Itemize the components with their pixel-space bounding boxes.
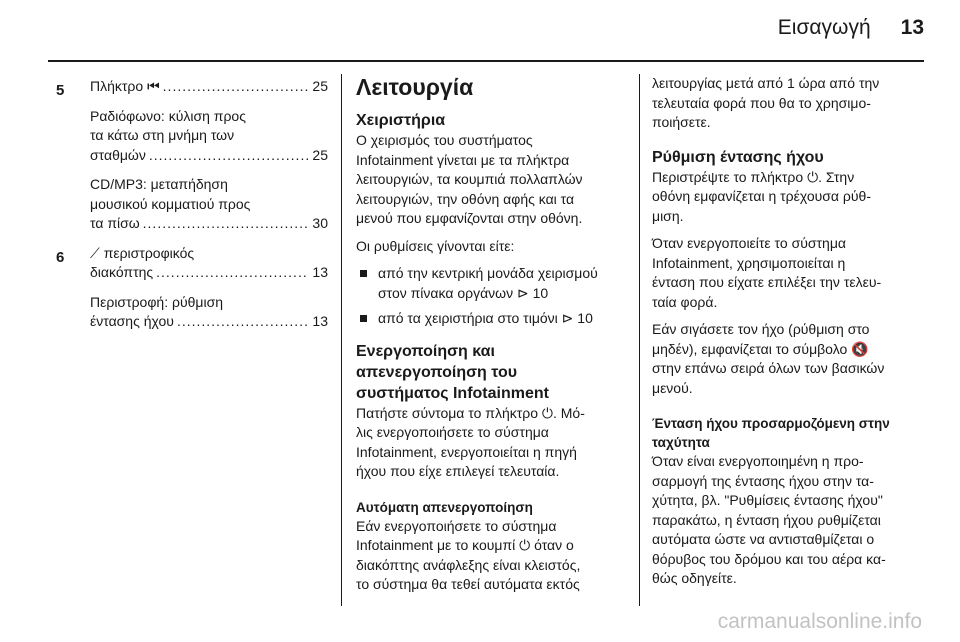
toc-entry (90, 77, 328, 97)
toc-entry-label: Πλήκτρο ⏮ (90, 78, 160, 94)
toc-group (50, 77, 328, 234)
activation-paragraph: Πατήστε σύντομα το πλήκτρο ⏻. Μό- λις ενεργοποιήσετε το σύστημα Infotainment, ενεργοποιείται η πηγή ήχου που είχε επιλεγεί τελευταία. (356, 404, 585, 479)
toc-entry-line: Περιστροφή: ρύθμιση (90, 293, 223, 310)
volume-column (652, 74, 924, 597)
settings-intro: Οι ρυθμίσεις γίνονται είτε: (356, 237, 515, 254)
toc-entry (90, 107, 328, 166)
section-title: Εισαγωγή (777, 16, 871, 39)
operation-column (356, 74, 628, 603)
speed-volume-paragraph: Όταν είναι ενεργοποιημένη η προ- σαρμογή της έντασης ήχου στην τα- χύτητα, βλ. "Ρυθμίσεις έντασης ήχου" παρακάτω, η ένταση ήχου ρυθμίζεται αυτόματα ώστε να αντισταθμίζεται ο θόρυβος του δρόμου και του αέρα κα- θώς οδηγείτε. (652, 453, 886, 586)
continued-paragraph: λειτουργίας μετά από 1 ώρα από την τελευταία φορά που θα το χρησιμο- ποιήσετε. (652, 75, 880, 130)
toc-entry-line: τα κάτω στη μνήμη των (90, 127, 235, 143)
mute-paragraph: Εάν σιγάσετε τον ήχο (ρύθμιση στο μηδέν), εμφανίζεται το σύμβολο 🔇 στην επάνω σειρά όλων των βασικών μενού. (652, 321, 885, 396)
toc-column (50, 74, 328, 342)
column-divider-1 (341, 74, 342, 606)
section-heading: Λειτουργία (356, 74, 474, 100)
toc-entry-line: ⟋ περιστροφικός (90, 244, 195, 261)
page-header (778, 16, 924, 40)
toc-page-ref: 25 (312, 146, 328, 163)
toc-page-ref: 30 (312, 215, 328, 231)
toc-leader (156, 263, 309, 283)
auto-off-paragraph: Εάν ενεργοποιήσετε το σύστημα Infotainment με το κουμπί ⏻ όταν ο διακόπτης ανάφλεξης είναι κλειστός, το σύστημα θα τεθεί αυτόματα εκτός (356, 517, 581, 592)
controls-heading: Χειριστήρια (356, 112, 446, 129)
toc-leader (143, 214, 310, 234)
list-item: από τα χειριστήρια στο τιμόνι ⊳ 10 (356, 309, 628, 329)
toc-leader (163, 77, 310, 97)
toc-entry-label: έντασης ήχου (90, 313, 174, 329)
toc-entry (90, 293, 328, 332)
toc-entry-line: μουσικού κομματιού προς (90, 195, 251, 212)
toc-leader (149, 146, 310, 166)
page-number: 13 (900, 16, 924, 39)
toc-entry-label: σταθμών (90, 146, 146, 163)
header-rule (48, 60, 924, 62)
toc-entry-line: Ραδιόφωνο: κύλιση προς (90, 107, 246, 124)
volume-heading: Ρύθμιση έντασης ήχου (652, 148, 824, 166)
settings-list (356, 264, 628, 329)
volume-paragraph: Περιστρέψτε το πλήκτρο ⏻. Στην οθόνη εμφανίζεται η τρέχουσα ρύθ- μιση. (652, 168, 871, 224)
toc-entry-label: διακόπτης (90, 264, 154, 280)
toc-item-number: 5 (56, 82, 65, 99)
toc-page-ref: 25 (312, 78, 328, 94)
controls-paragraph: Ο χειρισμός του συστήματος Infotainment γίνεται με τα πλήκτρα λειτουργιών, τα κουμπιά πολλαπλών λειτουργιών, την οθόνη αφής και τα μενού που εμφανίζονται στην οθόνη. (356, 132, 583, 226)
toc-item-number: 6 (56, 248, 65, 266)
watermark: carmanualsonline.info (717, 610, 922, 633)
list-item: από την κεντρική μονάδα χειρισμού στον πίνακα οργάνων ⊳ 10 (356, 264, 628, 303)
speed-volume-heading: Ένταση ήχου προσαρμοζόμενη στην ταχύτητα (652, 416, 890, 450)
volume-paragraph-2: Όταν ενεργοποιείτε το σύστημα Infotainment, χρησιμοποιείται η ένταση που είχατε επιλέξει την τελευ- ταία φορά. (652, 235, 882, 310)
toc-page-ref: 13 (312, 313, 328, 329)
toc-entry-line: CD/MP3: μεταπήδηση (90, 176, 228, 192)
column-divider-2 (639, 74, 640, 606)
activation-heading: Ενεργοποίηση και απενεργοποίηση του συστήματος Infotainment (356, 342, 549, 402)
toc-group (50, 244, 328, 332)
toc-entry (90, 175, 328, 234)
toc-leader (177, 312, 309, 332)
toc-entry-label: τα πίσω (90, 215, 140, 231)
auto-off-heading: Αυτόματη απενεργοποίηση (356, 499, 533, 515)
toc-page-ref: 13 (312, 264, 328, 280)
toc-entry (90, 244, 328, 283)
